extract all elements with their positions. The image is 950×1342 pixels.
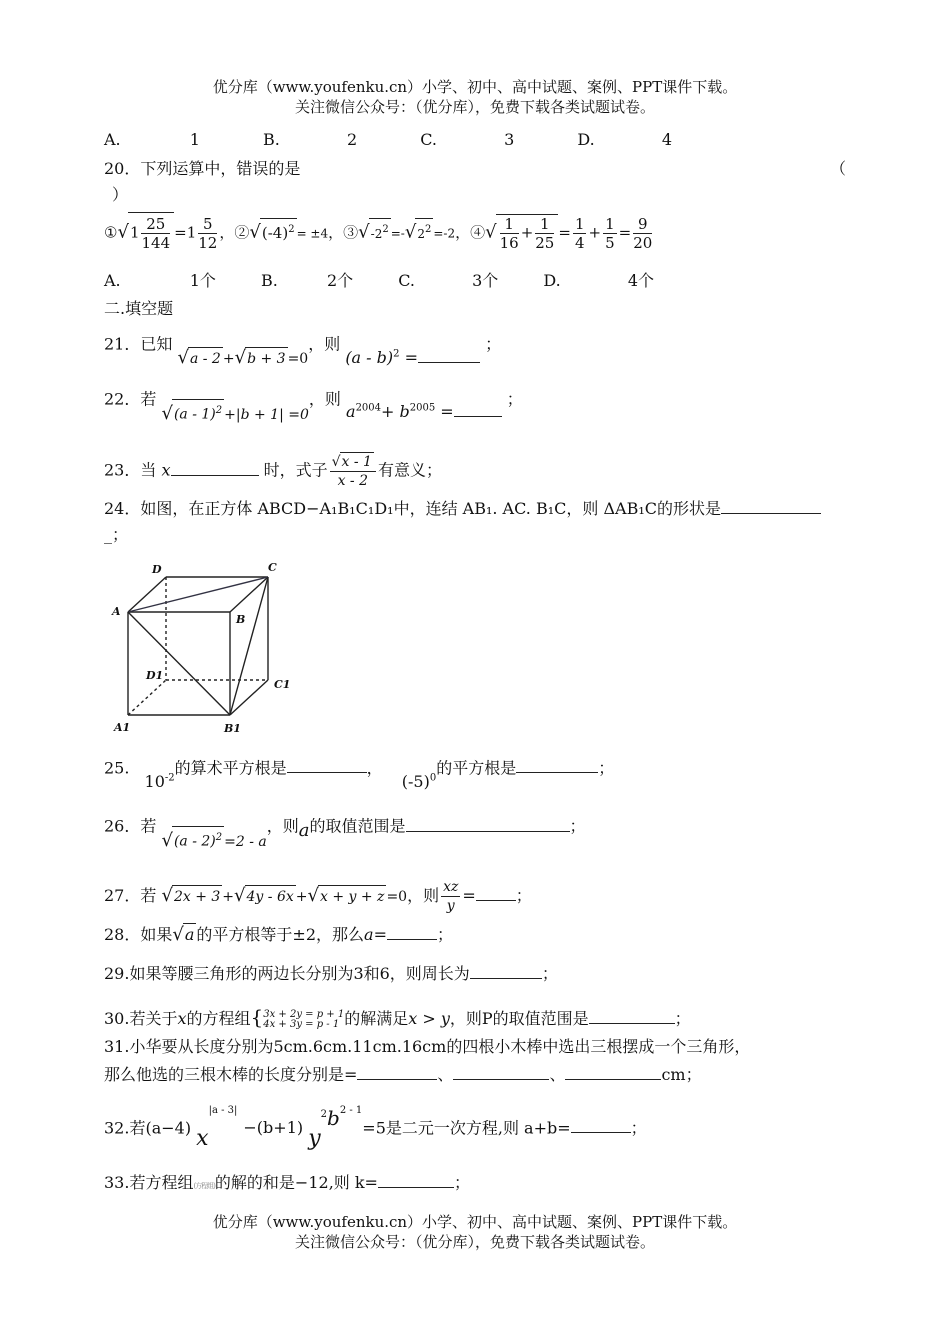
option-c-label: C. [420,130,437,149]
page-header-line2: 关注微信公众号：（优分库），免费下载各类试题试卷。 [294,98,655,116]
page-footer-line2: 关注微信公众号：（优分库），免费下载各类试题试卷。 [294,1233,655,1251]
equation-system-image: (方程组) [193,1182,215,1190]
q23: 23．当 x 时，式子 $\frac{√x - 1}{x - 2}$ 有意义； [104,454,442,489]
q19-options [104,129,672,151]
q30: 30.若关于x的方程组{ 3x + 2y = p + 1 4x + 3y = p - 1 的解满足x > y，则P的取值范围是 ； [104,1005,691,1030]
q33: 33.若方程组(方程组)的解的和是−12,则 k= ； [104,1173,470,1192]
option-b-label: B. [263,130,280,149]
q24-end: _； [104,525,129,544]
option-c-value: 3 [504,130,515,149]
section-fill-in-title: 二.填空题 [104,299,174,318]
q27: 27．若 √2x + 3 +√4y - 6x +√x + y + z =0，则 $\frac{xz}{y}$ = ； [104,879,532,914]
page-footer-line1: 优分库（www.youfenku.cn）小学、初中、高中试题、案例、PPT课件下载。 [212,1213,738,1231]
label-A1: A1 [114,721,131,734]
q24: 24．如图，在正方体 ABCD−A₁B₁C₁D₁中，连结 AB₁. AC. B₁C，则 ΔAB₁C的形状是 [104,498,821,520]
choice-2-marker: ② [234,223,250,242]
diag-AC [128,577,268,612]
label-A: A [112,605,121,618]
q26: 26．若 √(a - 2)$^2$ =2 - a，则a的取值范围是 ； [104,816,586,851]
edge-A1D1-hidden [128,680,166,715]
option-a-value: 1 [189,130,200,149]
option-b-value: 2 [346,130,358,149]
q31-line1: 31.小华要从长度分别为5cm.6cm.11cm.16cm的四根小木棒中选出三根摆成一个三角形， [104,1037,751,1056]
q20-expressions: ①√1 $\frac{25}{144}$ =1 $\frac{5}{12}$ ，$②√(-4)^2 = \pm 4$，$③√-2^2 =-√2^2 =-2$，④√ $\frac{1}{16}$ + $\frac{1}{25}$ = $\frac{1}{4}$ + $\frac{1}{5}$ = $\frac{9}{20}$ [104,212,654,252]
q20-paren-open: （ [830,159,847,178]
q20-options: A. 1个 B. 2个 C. 3个 D. 4个 [104,271,654,290]
q28: 28．如果√a 的平方根等于±2，那么a= ； [104,924,453,945]
page-header-line1: 优分库（www.youfenku.cn）小学、初中、高中试题、案例、PPT课件下载。 [212,78,738,96]
choice-1-marker: ① [104,223,118,242]
q29: 29.如果等腰三角形的两边长分别为3和6，则周长为 ； [104,964,558,983]
label-D1: D1 [146,669,164,682]
label-C: C [268,561,277,574]
diag-B1C [230,577,268,715]
option-a-label: A. [104,130,121,149]
label-B1: B1 [224,722,241,735]
q22: 22．若 √(a - 1)$^2$ +|b + 1| =0，则 $a^{2004}+ b^{2005}$ = ； [104,389,523,424]
q32: 32.若(a−4) $x^{|a - 3|}-(b+1)$ $y^2b^{2 - 1}=5$是二元一次方程,则 a+b= ； [104,1105,647,1152]
q20-paren-close: ） [112,185,129,204]
diag-AB1 [128,612,230,715]
label-D: D [152,563,162,576]
edge-B1C1 [230,680,268,715]
choice-3-marker: ③ [343,223,359,242]
q25: 25. $10^{-2}$的算术平方根是 ， $(-5)^0$的平方根是 ； [104,758,615,792]
cube-figure [108,555,308,740]
q31-line2: 那么他选的三根木棒的长度分别是= 、 、 cm； [104,1065,702,1084]
q21: 21．已知 √a - 2 +√b + 3 =0，则 (a - b)$^2$ = ； [104,334,502,369]
q20-stem: 20．下列运算中，错误的是 [104,159,301,178]
label-B: B [236,613,246,626]
option-d-label: D. [577,130,595,149]
option-d-value: 4 [661,130,672,149]
label-C1: C1 [274,678,291,691]
choice-4-marker: ④ [470,223,486,242]
